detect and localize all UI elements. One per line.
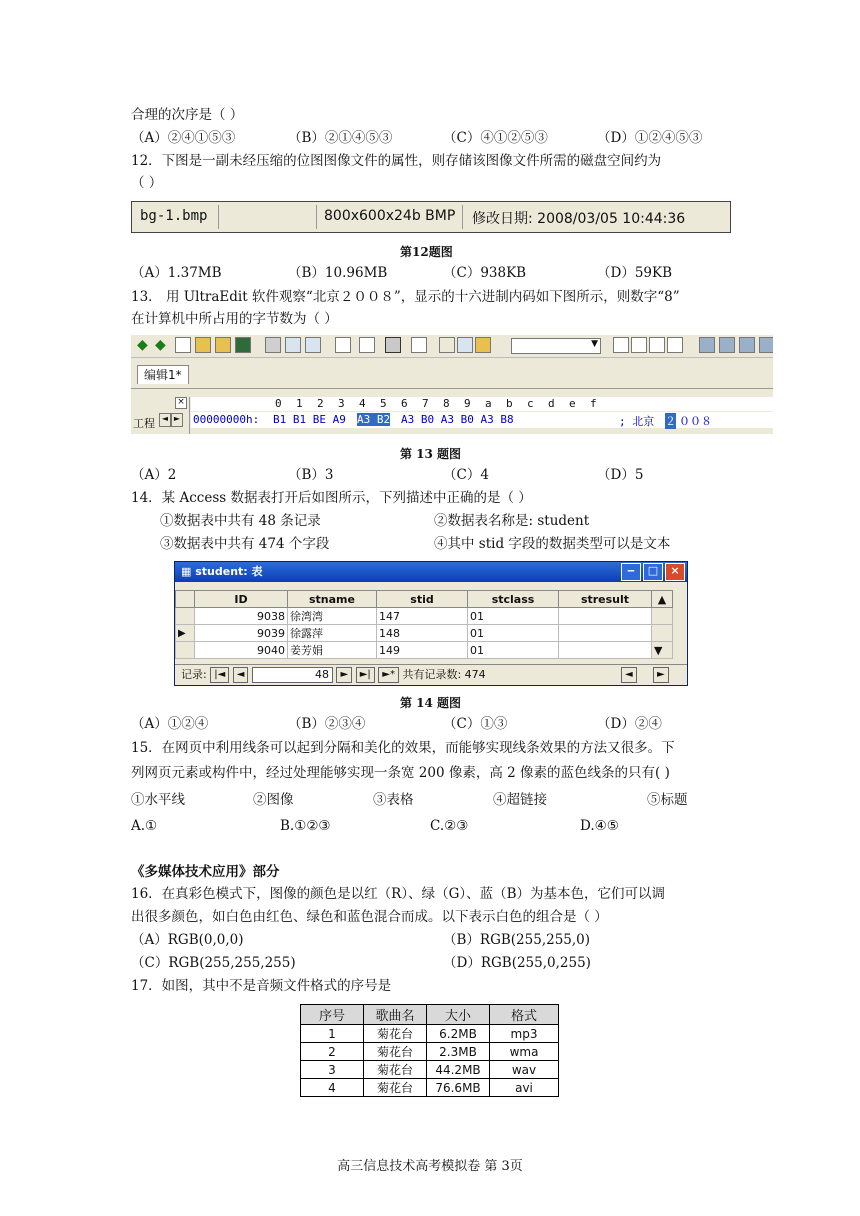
- align-center-icon[interactable]: [631, 337, 647, 353]
- q14-caption: 第 14 题图: [400, 696, 462, 710]
- hex-column-label: 2: [317, 397, 324, 410]
- column-header-stid[interactable]: stid: [377, 591, 468, 608]
- header-serial: 序号: [301, 1005, 364, 1025]
- cell-stclass[interactable]: 01: [468, 608, 559, 625]
- q15-option-c: C.②③: [430, 818, 469, 834]
- q13-text-2: 在计算机中所占用的字节数为（ ）: [131, 311, 338, 327]
- cell-song-name: 菊花台: [364, 1025, 427, 1043]
- access-table-window: [174, 561, 688, 686]
- section-title: 《多媒体技术应用》部分: [131, 864, 280, 880]
- hex-column-label: b: [506, 397, 513, 410]
- ultraedit-window: [131, 335, 773, 434]
- header-format: 格式: [490, 1005, 559, 1025]
- save-icon[interactable]: [235, 337, 251, 353]
- q12-text-1: 12．下图是一副未经压缩的位图图像文件的属性，则存储该图像文件所需的磁盘空间约为: [131, 153, 662, 169]
- page-setup-icon[interactable]: [305, 337, 321, 353]
- page-footer: 高三信息技术高考模拟卷 第 3页: [337, 1159, 523, 1174]
- table-row: [301, 1025, 559, 1043]
- hex-column-label: e: [569, 397, 576, 410]
- q12-option-a: （A）1.37MB: [131, 265, 222, 281]
- q13-caption: 第 13 题图: [400, 447, 462, 461]
- q13-option-a: （A）2: [131, 467, 177, 483]
- hex-column-label: 3: [338, 397, 345, 410]
- cell-serial: 4: [301, 1079, 364, 1097]
- cell-stclass[interactable]: 01: [468, 625, 559, 642]
- align-right-icon[interactable]: [649, 337, 665, 353]
- open-recent-icon[interactable]: [215, 337, 231, 353]
- justify-icon[interactable]: [667, 337, 683, 353]
- q12-option-d: （D）59KB: [597, 265, 673, 281]
- datasheet-grid: [175, 590, 673, 659]
- q14-option-c: （C）①③: [443, 716, 508, 732]
- hex-column-label: 8: [443, 397, 450, 410]
- copy-icon[interactable]: [457, 337, 473, 353]
- workspace-panel: [131, 397, 190, 434]
- column-header-stclass[interactable]: stclass: [468, 591, 559, 608]
- scrollbar-down[interactable]: ▼: [652, 642, 673, 659]
- q15-text-2: 列网页元素或构件中，经过处理能够实现一条宽 200 像素，高 2 像素的蓝色线条的只有( ): [131, 765, 670, 781]
- total-records: 共有记录数: 474: [402, 668, 486, 681]
- column-mode-icon[interactable]: [411, 337, 427, 353]
- q16-option-d: （D）RGB(255,0,255): [443, 955, 591, 971]
- hex-column-label: 0: [275, 397, 282, 410]
- scroll-right-icon[interactable]: ►: [171, 413, 183, 427]
- cell-size: 76.6MB: [427, 1079, 490, 1097]
- row-selector[interactable]: [176, 642, 195, 659]
- next-record-button[interactable]: ►: [336, 667, 352, 683]
- clipboard-select[interactable]: [511, 338, 601, 354]
- cell-stclass[interactable]: 01: [468, 642, 559, 659]
- column-header-id[interactable]: ID: [195, 591, 288, 608]
- bmp-status-bar: [131, 201, 731, 233]
- window-title: student: 表: [195, 565, 263, 578]
- cell-serial: 1: [301, 1025, 364, 1043]
- q13-option-b: （B）3: [288, 467, 334, 483]
- word-wrap-icon[interactable]: [359, 337, 375, 353]
- header-song-name: 歌曲名: [364, 1005, 427, 1025]
- cell-stresult[interactable]: [559, 642, 652, 659]
- hex-column-label: 7: [422, 397, 429, 410]
- cell-stid[interactable]: 147: [377, 608, 468, 625]
- q13-text-1: 13． 用 UltraEdit 软件观察“北京２００８”，显示的十六进制内码如下图所示，则数字“8”: [131, 289, 680, 305]
- cell-stname[interactable]: 徐露萍: [288, 625, 377, 642]
- q14-text-1: 14．某 Access 数据表打开后如图所示，下列描述中正确的是（ ）: [131, 490, 532, 506]
- workspace-label: 工程: [133, 417, 155, 430]
- cell-id[interactable]: 9039: [195, 625, 288, 642]
- q13-option-d: （D）5: [597, 467, 644, 483]
- hex-bytes-after: A3 B0 A3 B0 A3 B8: [401, 413, 514, 426]
- hex-column-label: c: [527, 397, 534, 410]
- print-preview-icon[interactable]: [285, 337, 301, 353]
- table-row: [301, 1043, 559, 1061]
- q14-option-b: （B）②③④: [288, 716, 366, 732]
- q14-statement-3: ③数据表中共有 474 个字段: [160, 536, 330, 552]
- cut-icon[interactable]: [439, 337, 455, 353]
- horizontal-scroll-left[interactable]: ◄: [621, 667, 637, 683]
- q14-statement-1: ①数据表中共有 48 条记录: [160, 513, 321, 529]
- q16-option-b: （B）RGB(255,255,0): [443, 932, 591, 948]
- cell-song-name: 菊花台: [364, 1043, 427, 1061]
- cell-size: 2.3MB: [427, 1043, 490, 1061]
- hex-line-0[interactable]: [191, 412, 773, 428]
- header-size: 大小: [427, 1005, 490, 1025]
- q16-option-c: （C）RGB(255,255,255): [131, 955, 296, 971]
- table-row[interactable]: [176, 625, 673, 642]
- align-left-icon[interactable]: [613, 337, 629, 353]
- back-arrow-icon[interactable]: ◆: [137, 337, 148, 353]
- q15-item-3: ③表格: [373, 792, 414, 808]
- q11-option-d: （D）①②④⑤③: [597, 130, 703, 146]
- datasheet-header-row: [176, 591, 673, 608]
- hex-bytes-selected: A3 B2: [357, 413, 391, 426]
- hex-column-label: 6: [401, 397, 408, 410]
- hex-column-label: 5: [380, 397, 387, 410]
- q12-text-2: （ ）: [131, 175, 163, 191]
- open-folder-icon[interactable]: [195, 337, 211, 353]
- replace-icon[interactable]: [739, 337, 755, 353]
- column-header-stresult[interactable]: stresult: [559, 591, 652, 608]
- cell-stresult[interactable]: [559, 625, 652, 642]
- hex-text-prefix: ; 北京: [619, 415, 655, 428]
- q12-option-c: （C）938KB: [443, 265, 527, 281]
- q11-option-a: （A）②④①⑤③: [131, 130, 236, 146]
- row-selector-header: [176, 591, 195, 608]
- close-icon[interactable]: ×: [175, 397, 187, 409]
- print-icon[interactable]: [265, 337, 281, 353]
- table-row: [301, 1079, 559, 1097]
- forward-arrow-icon[interactable]: ◆: [155, 337, 166, 353]
- cell-stname[interactable]: 姜芳娟: [288, 642, 377, 659]
- record-number-input[interactable]: 48: [252, 667, 333, 683]
- column-header-stname[interactable]: stname: [288, 591, 377, 608]
- find-icon[interactable]: [699, 337, 715, 353]
- q16-option-a: （A）RGB(0,0,0): [131, 932, 244, 948]
- hex-column-label: f: [590, 397, 597, 410]
- q13-option-c: （C）4: [443, 467, 489, 483]
- bmp-info: 800x600x24b BMP: [324, 208, 456, 224]
- ultraedit-toolbar: [131, 335, 773, 358]
- q11-tail: 合理的次序是（ ）: [131, 107, 244, 123]
- scrollbar-track[interactable]: [652, 608, 673, 625]
- cell-serial: 2: [301, 1043, 364, 1061]
- close-icon[interactable]: ×: [665, 563, 685, 581]
- q15-item-5: ⑤标题: [647, 792, 688, 808]
- tab-editor-1[interactable]: 编辑1*: [137, 365, 189, 384]
- cell-size: 44.2MB: [427, 1061, 490, 1079]
- bmp-filename: bg-1.bmp: [140, 208, 208, 224]
- q15-item-1: ①水平线: [131, 792, 185, 808]
- current-record-marker[interactable]: ▶: [176, 625, 195, 642]
- hex-column-label: a: [485, 397, 492, 410]
- q11-option-b: （B）②①④⑤③: [288, 130, 393, 146]
- q14-option-a: （A）①②④: [131, 716, 209, 732]
- q15-item-2: ②图像: [253, 792, 294, 808]
- q15-text-1: 15．在网页中利用线条可以起到分隔和美化的效果，而能够实现线条效果的方法又很多。下: [131, 740, 675, 756]
- cell-stresult[interactable]: [559, 608, 652, 625]
- q17-text-1: 17．如图，其中不是音频文件格式的序号是: [131, 978, 392, 994]
- bmp-modified: 修改日期: 2008/03/05 10:44:36: [472, 211, 686, 227]
- horizontal-scroll-right[interactable]: ►: [653, 667, 669, 683]
- hex-column-label: d: [548, 397, 555, 410]
- hex-column-header: [191, 397, 773, 411]
- cell-format: wma: [490, 1043, 559, 1061]
- hex-bytes-before: B1 B1 BE A9: [273, 413, 346, 426]
- table-row: [301, 1061, 559, 1079]
- cell-stid[interactable]: 149: [377, 642, 468, 659]
- scroll-left-icon[interactable]: ◄: [159, 413, 171, 427]
- previous-record-button[interactable]: ◄: [233, 667, 249, 683]
- q16-text-2: 出很多颜色，如白色由红色、绿色和蓝色混合而成。以下表示白色的组合是（ ）: [131, 909, 608, 925]
- cell-song-name: 菊花台: [364, 1061, 427, 1079]
- row-selector[interactable]: [176, 608, 195, 625]
- q15-option-d: D.④⑤: [580, 818, 619, 834]
- cell-size: 6.2MB: [427, 1025, 490, 1043]
- find-in-files-icon[interactable]: [759, 337, 773, 353]
- q14-statement-2: ②数据表名称是: student: [434, 513, 590, 529]
- q15-option-b: B.①②③: [280, 818, 331, 834]
- paste-icon[interactable]: [475, 337, 491, 353]
- table-row[interactable]: [176, 608, 673, 625]
- cell-song-name: 菊花台: [364, 1079, 427, 1097]
- record-navigation-bar: [175, 664, 687, 685]
- table-icon: ▦: [181, 565, 192, 578]
- q15-option-a: A.①: [131, 818, 158, 834]
- minimize-icon[interactable]: ‒: [621, 563, 641, 581]
- hex-text-selected: ２: [665, 415, 676, 428]
- hex-mode-icon[interactable]: [385, 337, 401, 353]
- song-table-header: [301, 1005, 559, 1025]
- q11-option-c: （C）④①②⑤③: [443, 130, 548, 146]
- hex-column-label: 4: [359, 397, 366, 410]
- chevron-down-icon: ▼: [591, 339, 598, 349]
- maximize-icon[interactable]: □: [643, 563, 663, 581]
- cell-id[interactable]: 9040: [195, 642, 288, 659]
- hex-column-label: 9: [464, 397, 471, 410]
- cell-stid[interactable]: 148: [377, 625, 468, 642]
- record-label: 记录:: [181, 668, 207, 681]
- cell-id[interactable]: 9038: [195, 608, 288, 625]
- q14-statement-4: ④其中 stid 字段的数据类型可以是文本: [434, 536, 671, 552]
- table-row[interactable]: [176, 642, 673, 659]
- q15-item-4: ④超链接: [493, 792, 547, 808]
- find-next-icon[interactable]: [719, 337, 735, 353]
- scrollbar-up[interactable]: ▲: [652, 591, 673, 608]
- document-icon[interactable]: [335, 337, 351, 353]
- q12-caption: 第12题图: [400, 245, 453, 259]
- song-table: [300, 1004, 559, 1097]
- hex-address: 00000000h:: [193, 413, 260, 426]
- cell-stname[interactable]: 徐湾湾: [288, 608, 377, 625]
- window-title-bar: [175, 562, 687, 582]
- q14-option-d: （D）②④: [597, 716, 662, 732]
- scrollbar-track[interactable]: [652, 625, 673, 642]
- last-record-button[interactable]: ►|: [356, 667, 375, 683]
- hex-text-suffix: ００８: [679, 415, 712, 428]
- q12-option-b: （B）10.96MB: [288, 265, 388, 281]
- new-file-icon[interactable]: [175, 337, 191, 353]
- q16-text-1: 16．在真彩色模式下，图像的颜色是以红（R）、绿（G）、蓝（B）为基本色，它们可以调: [131, 886, 666, 902]
- cell-format: mp3: [490, 1025, 559, 1043]
- cell-serial: 3: [301, 1061, 364, 1079]
- hex-column-label: 1: [296, 397, 303, 410]
- cell-format: wav: [490, 1061, 559, 1079]
- first-record-button[interactable]: |◄: [210, 667, 229, 683]
- new-record-button[interactable]: ►*: [378, 667, 399, 683]
- cell-format: avi: [490, 1079, 559, 1097]
